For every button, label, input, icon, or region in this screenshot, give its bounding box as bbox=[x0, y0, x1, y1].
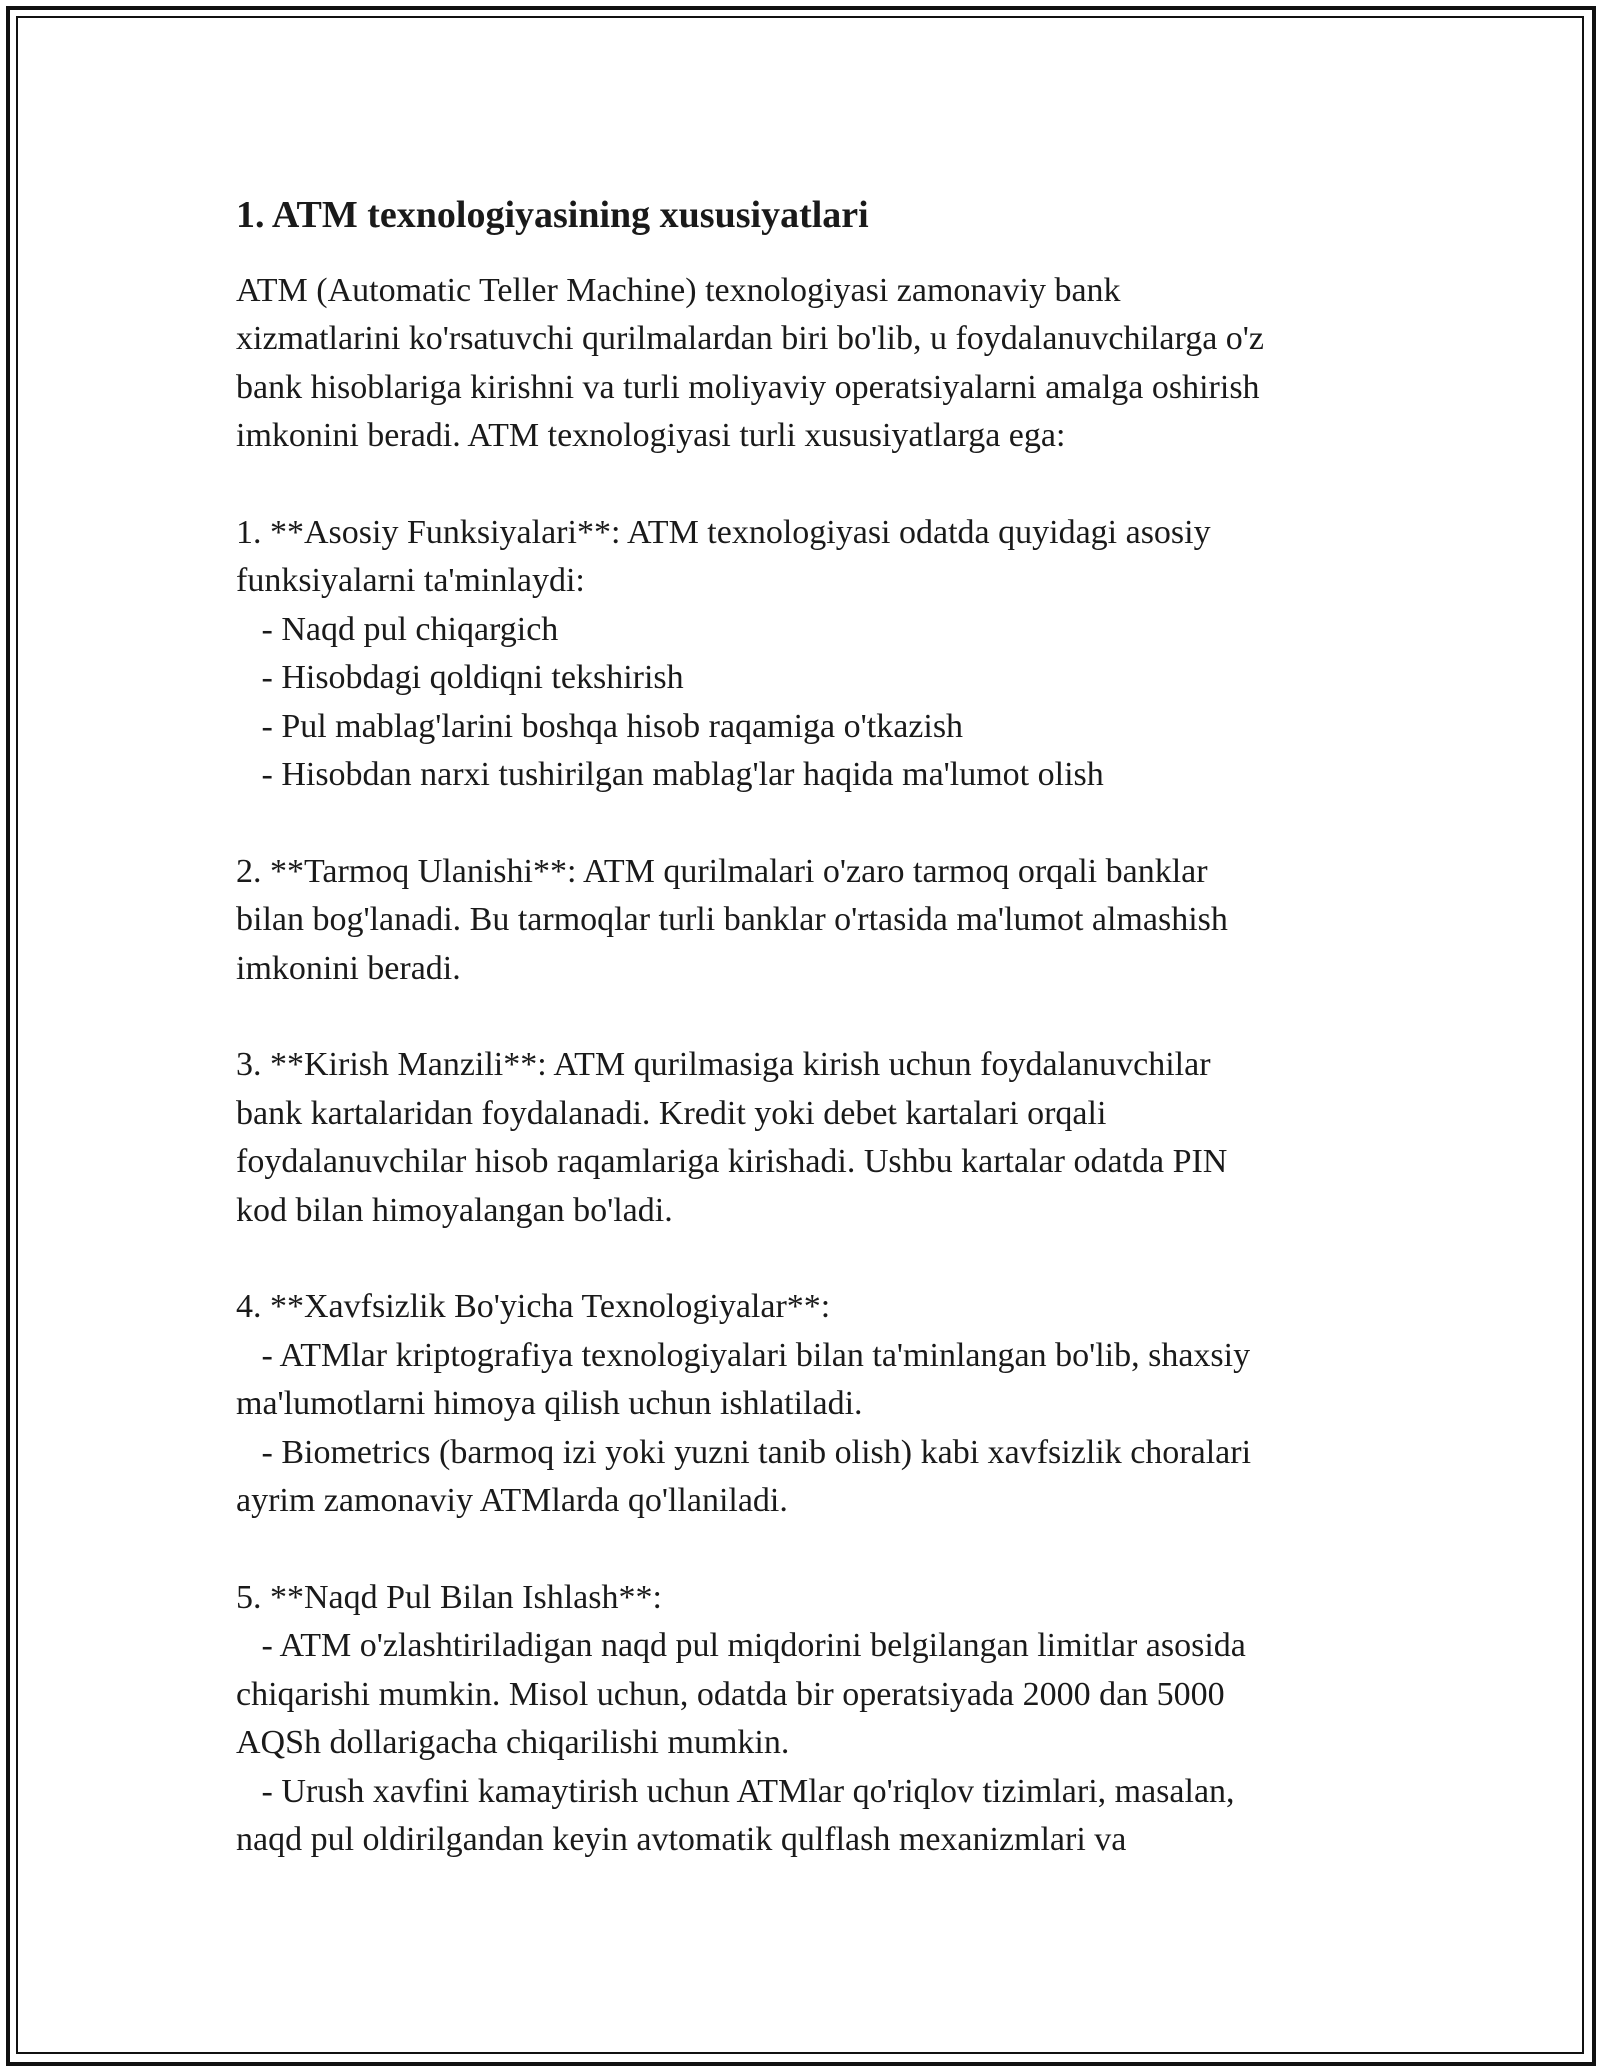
blank-line bbox=[236, 993, 1366, 1041]
text-line: funksiyalarni ta'minlaydi: bbox=[236, 562, 585, 600]
text-line: ayrim zamonaviy ATMlarda qo'llaniladi. bbox=[236, 1482, 788, 1520]
text-line: bank hisoblariga kirishni va turli moliyaviy operatsiyalarni amalga oshirish bbox=[236, 368, 1260, 406]
text-line: foydalanuvchilar hisob raqamlariga kirishadi. Ushbu kartalar odatda PIN bbox=[236, 1143, 1228, 1181]
text-line: xizmatlarini ko'rsatuvchi qurilmalardan biri bo'lib, u foydalanuvchilarga o'z bbox=[236, 320, 1265, 358]
text-line: 2. **Tarmoq Ulanishi**: ATM qurilmalari o'zaro tarmoq orqali banklar bbox=[236, 852, 1208, 890]
text-line: naqd pul oldirilgandan keyin avtomatik qulflash mexanizmlari va bbox=[236, 1820, 1127, 1858]
text-line: ATM (Automatic Teller Machine) texnologiyasi zamonaviy bank bbox=[236, 272, 1121, 309]
text-line: - Urush xavfini kamaytirish uchun ATMlar qo'riqlov tizimlari, masalan, bbox=[236, 1772, 1235, 1810]
text-line: 4. **Xavfsizlik Bo'yicha Texnologiyalar**: bbox=[236, 1288, 831, 1326]
text-line: - Biometrics (barmoq izi yoki yuzni tanib olish) kabi xavfsizlik choralari bbox=[236, 1433, 1252, 1471]
text-line: bilan bog'lanadi. Bu tarmoqlar turli banklar o'rtasida ma'lumot almashish bbox=[236, 901, 1228, 939]
text-line: - Hisobdagi qoldiqni tekshirish bbox=[236, 659, 684, 697]
paragraph-lines bbox=[236, 267, 1366, 1864]
text-line: kod bilan himoyalangan bo'ladi. bbox=[236, 1191, 673, 1229]
text-line: chiqarishi mumkin. Misol uchun, odatda bir operatsiyada 2000 dan 5000 bbox=[236, 1675, 1225, 1713]
blank-line bbox=[236, 1235, 1366, 1283]
text-line: ma'lumotlarni himoya qilish uchun ishlatiladi. bbox=[236, 1385, 863, 1423]
text-line: - Hisobdan narxi tushirilgan mablag'lar haqida ma'lumot olish bbox=[236, 756, 1104, 794]
blank-line bbox=[236, 799, 1366, 847]
text-line: 5. **Naqd Pul Bilan Ishlash**: bbox=[236, 1578, 662, 1616]
text-line: 1. **Asosiy Funksiyalari**: ATM texnologiyasi odatda quyidagi asosiy bbox=[236, 514, 1211, 552]
text-line: - Pul mablag'larini boshqa hisob raqamiga o'tkazish bbox=[236, 707, 964, 745]
section-heading: 1. ATM texnologiyasining xususiyatlari bbox=[236, 194, 869, 236]
text-line: imkonini beradi. bbox=[236, 949, 461, 987]
text-line: bank kartalaridan foydalanadi. Kredit yoki debet kartalari orqali bbox=[236, 1094, 1107, 1132]
blank-line bbox=[236, 1526, 1366, 1574]
text-line: 3. **Kirish Manzili**: ATM qurilmasiga kirish uchun foydalanuvchilar bbox=[236, 1046, 1211, 1084]
text-line: AQSh dollarigacha chiqarilishi mumkin. bbox=[236, 1724, 790, 1762]
text-line: - ATM o'zlashtiriladigan naqd pul miqdorini belgilangan limitlar asosida bbox=[236, 1627, 1246, 1665]
text-line: - Naqd pul chiqargich bbox=[236, 610, 559, 648]
blank-line bbox=[236, 461, 1366, 509]
document-body bbox=[236, 187, 1366, 1864]
text-line: imkonini beradi. ATM texnologiyasi turli xususiyatlarga ega: bbox=[236, 417, 1066, 455]
text-line: - ATMlar kriptografiya texnologiyalari bilan ta'minlangan bo'lib, shaxsiy bbox=[236, 1336, 1251, 1374]
